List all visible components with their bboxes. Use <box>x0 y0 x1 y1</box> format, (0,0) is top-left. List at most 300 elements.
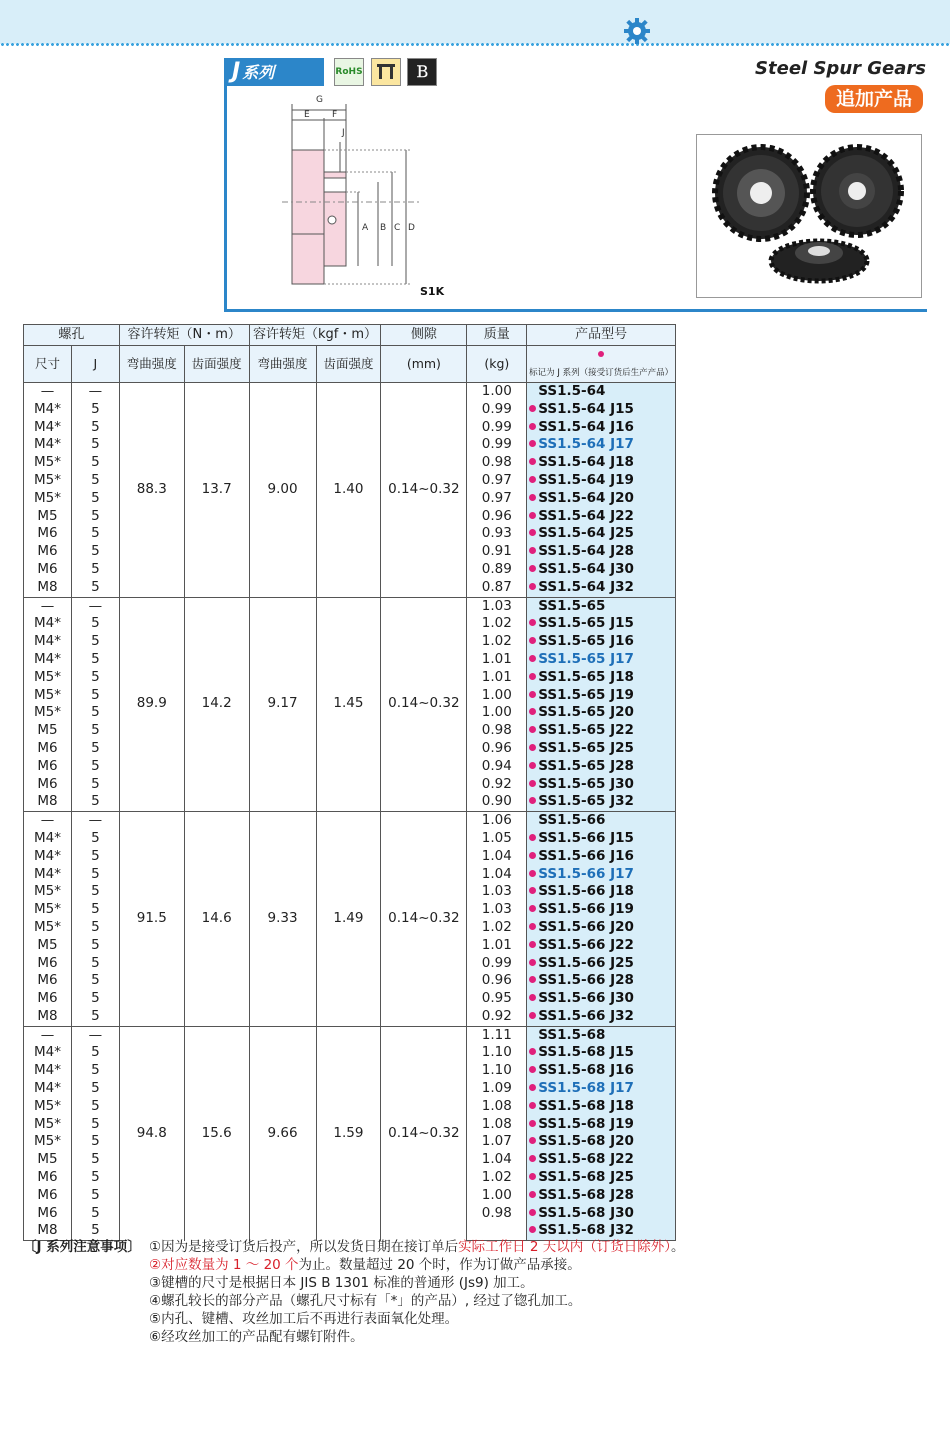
cell-bend-nm: 88.3 <box>119 383 184 598</box>
model-code: SS1.5-64 J25 <box>538 525 634 542</box>
cell-mass: 1.05 <box>467 830 527 848</box>
cell-mass: 1.09 <box>467 1080 527 1098</box>
cell-j: 5 <box>71 1044 119 1062</box>
pink-dot-icon <box>529 547 536 554</box>
cell-j: 5 <box>71 937 119 955</box>
model-code: SS1.5-65 J17 <box>538 650 634 667</box>
cell-size: M6 <box>24 776 72 794</box>
cell-model <box>527 972 676 990</box>
cell-mass: 1.04 <box>467 1151 527 1169</box>
cell-model <box>527 919 676 937</box>
cell-model <box>527 722 676 740</box>
model-code: SS1.5-66 J17 <box>538 865 634 882</box>
model-code: SS1.5-68 J20 <box>538 1133 634 1150</box>
model-code: SS1.5-66 J18 <box>538 883 634 900</box>
cell-size: — <box>24 812 72 830</box>
note-3: ③键槽的尺寸是根据日本 JIS B 1301 标准的普通形 (Js9) 加工。 <box>149 1275 534 1291</box>
model-code: SS1.5-66 J30 <box>538 990 634 1007</box>
note-5: ⑤内孔、键槽、攻丝加工后不再进行表面氧化处理。 <box>149 1311 459 1327</box>
model-code: SS1.5-64 J17 <box>538 436 634 453</box>
pink-dot-icon <box>529 655 536 662</box>
cell-backlash: 0.14~0.32 <box>381 812 467 1027</box>
cell-model <box>527 776 676 794</box>
pink-dot-icon <box>529 529 536 536</box>
cell-mass: 1.00 <box>467 383 527 401</box>
cell-j: 5 <box>71 472 119 490</box>
cell-j: 5 <box>71 401 119 419</box>
header-bend-kgf: 弯曲强度 <box>249 346 316 383</box>
cell-mass: 0.99 <box>467 955 527 973</box>
model-code: SS1.5-64 J28 <box>538 543 634 560</box>
cell-mass: 1.03 <box>467 597 527 615</box>
cell-j: 5 <box>71 793 119 811</box>
model-code: SS1.5-64 J22 <box>538 507 634 524</box>
model-code: SS1.5-68 <box>538 1026 606 1043</box>
pink-dot-icon <box>529 405 536 412</box>
note-6: ⑥经攻丝加工的产品配有螺钉附件。 <box>149 1329 364 1345</box>
pink-dot-icon <box>529 1120 536 1127</box>
cell-model <box>527 687 676 705</box>
model-code: SS1.5-64 J15 <box>538 400 634 417</box>
model-code: SS1.5-68 J18 <box>538 1097 634 1114</box>
spec-table <box>23 324 676 1241</box>
cell-mass: 1.02 <box>467 615 527 633</box>
cell-backlash: 0.14~0.32 <box>381 1026 467 1241</box>
pink-dot-icon <box>529 1209 536 1216</box>
notes-title: 〔J 系列注意事项〕 <box>23 1239 141 1255</box>
model-code: SS1.5-68 J25 <box>538 1169 634 1186</box>
model-code: SS1.5-68 J17 <box>538 1080 634 1097</box>
pink-dot-icon <box>529 797 536 804</box>
cell-size: M5* <box>24 1116 72 1134</box>
new-product-badge: 追加产品 <box>825 85 923 113</box>
cell-model <box>527 633 676 651</box>
cell-mass: 0.92 <box>467 776 527 794</box>
cell-model <box>527 436 676 454</box>
pink-dot-icon <box>529 1048 536 1055</box>
cell-j: 5 <box>71 1080 119 1098</box>
model-code: SS1.5-66 J28 <box>538 972 634 989</box>
model-code: SS1.5-65 J20 <box>538 704 634 721</box>
gear-logo-icon <box>624 18 650 44</box>
cell-model <box>527 901 676 919</box>
cell-model <box>527 1080 676 1098</box>
cell-j: — <box>71 383 119 401</box>
cell-j: 5 <box>71 919 119 937</box>
header-model: 产品型号 <box>527 325 676 346</box>
cell-face-nm: 13.7 <box>184 383 249 598</box>
cell-mass: 1.01 <box>467 651 527 669</box>
header-backlash-unit: (mm) <box>381 346 467 383</box>
cell-j: 5 <box>71 848 119 866</box>
pink-dot-icon <box>529 744 536 751</box>
cell-model <box>527 866 676 884</box>
pink-dot-icon <box>529 905 536 912</box>
header-backlash: 侧隙 <box>381 325 467 346</box>
cell-j: 5 <box>71 543 119 561</box>
model-code: SS1.5-68 J19 <box>538 1115 634 1132</box>
model-code: SS1.5-64 J20 <box>538 489 634 506</box>
header-torque-nm: 容许转矩（N・m） <box>119 325 249 346</box>
cell-size: M4* <box>24 651 72 669</box>
cell-j: 5 <box>71 955 119 973</box>
cell-bend-kgf: 9.33 <box>249 812 316 1027</box>
model-code: SS1.5-65 J25 <box>538 739 634 756</box>
cell-mass: 0.98 <box>467 454 527 472</box>
cell-size: M5 <box>24 508 72 526</box>
cell-model <box>527 561 676 579</box>
cell-mass: 1.07 <box>467 1133 527 1151</box>
pink-dot-icon <box>529 834 536 841</box>
cell-face-kgf: 1.40 <box>316 383 381 598</box>
cell-mass: 1.04 <box>467 848 527 866</box>
model-code: SS1.5-66 J16 <box>538 847 634 864</box>
cell-mass: 1.03 <box>467 901 527 919</box>
gear-drawing <box>282 90 462 300</box>
cell-bend-nm: 89.9 <box>119 597 184 812</box>
model-code: SS1.5-65 J15 <box>538 615 634 632</box>
cell-j: 5 <box>71 1116 119 1134</box>
cell-j: 5 <box>71 561 119 579</box>
pink-dot-icon <box>529 762 536 769</box>
pink-dot-icon <box>529 941 536 948</box>
rohs-icon: RoHS <box>334 58 364 86</box>
cell-mass: 1.00 <box>467 704 527 722</box>
cell-mass: 0.93 <box>467 525 527 543</box>
pink-dot-icon <box>529 1191 536 1198</box>
model-code: SS1.5-65 J16 <box>538 633 634 650</box>
cell-size: M5* <box>24 883 72 901</box>
pink-dot-icon <box>598 351 604 357</box>
cell-j: 5 <box>71 615 119 633</box>
cell-mass: 0.94 <box>467 758 527 776</box>
cell-mass: 1.01 <box>467 937 527 955</box>
cell-model <box>527 419 676 437</box>
top-band <box>0 0 950 44</box>
cell-j: 5 <box>71 1205 119 1223</box>
cell-j: 5 <box>71 669 119 687</box>
cell-mass: 1.00 <box>467 687 527 705</box>
model-code: SS1.5-66 J15 <box>538 829 634 846</box>
model-code: SS1.5-68 J30 <box>538 1204 634 1221</box>
cell-face-nm: 14.6 <box>184 812 249 1027</box>
gear-photo-left <box>715 147 807 239</box>
model-code: SS1.5-64 J18 <box>538 454 634 471</box>
cell-bend-kgf: 9.17 <box>249 597 316 812</box>
cell-model <box>527 1151 676 1169</box>
cell-size: M4* <box>24 848 72 866</box>
pink-dot-icon <box>529 1084 536 1091</box>
cell-mass: 0.99 <box>467 436 527 454</box>
cell-j: 5 <box>71 1169 119 1187</box>
cell-mass: 1.11 <box>467 1026 527 1044</box>
model-code: SS1.5-68 J28 <box>538 1186 634 1203</box>
cell-mass: 1.10 <box>467 1062 527 1080</box>
header-face-nm: 齿面强度 <box>184 346 249 383</box>
cell-j: 5 <box>71 633 119 651</box>
pink-dot-icon <box>529 1137 536 1144</box>
cell-model <box>527 1098 676 1116</box>
cell-model <box>527 848 676 866</box>
cell-size: M5* <box>24 1133 72 1151</box>
cell-j: 5 <box>71 740 119 758</box>
pink-dot-icon <box>529 440 536 447</box>
dim-label-g: G <box>316 95 323 105</box>
cell-size: M4* <box>24 401 72 419</box>
model-code: SS1.5-65 J19 <box>538 686 634 703</box>
cell-mass: 0.95 <box>467 990 527 1008</box>
pink-dot-icon <box>529 1102 536 1109</box>
cell-bend-kgf: 9.00 <box>249 383 316 598</box>
cell-j: 5 <box>71 883 119 901</box>
cell-j: 5 <box>71 419 119 437</box>
cell-j: 5 <box>71 1151 119 1169</box>
cell-model <box>527 508 676 526</box>
cell-model <box>527 579 676 597</box>
cell-mass: 1.06 <box>467 812 527 830</box>
cell-mass: 1.01 <box>467 669 527 687</box>
model-code-label: S1K <box>420 285 445 298</box>
cell-mass: 0.91 <box>467 543 527 561</box>
header-j: J <box>71 346 119 383</box>
cell-mass: 0.97 <box>467 472 527 490</box>
dim-label-c: C <box>394 223 401 233</box>
cell-face-kgf: 1.45 <box>316 597 381 812</box>
pink-dot-icon <box>529 423 536 430</box>
cell-size: M8 <box>24 1222 72 1240</box>
table-row <box>24 1026 676 1044</box>
model-code: SS1.5-64 J19 <box>538 471 634 488</box>
dim-label-j: J <box>342 128 345 138</box>
cell-model <box>527 1008 676 1026</box>
model-code: SS1.5-66 <box>538 812 606 829</box>
cell-backlash: 0.14~0.32 <box>381 383 467 598</box>
cell-j: 5 <box>71 1008 119 1026</box>
j-series-notes <box>23 1238 743 1346</box>
cell-mass: 0.89 <box>467 561 527 579</box>
header-mass-unit: (kg) <box>467 346 527 383</box>
cell-size: M4* <box>24 419 72 437</box>
pink-dot-icon <box>529 476 536 483</box>
model-code: SS1.5-64 <box>538 383 606 399</box>
note-4: ④螺孔较长的部分产品（螺孔尺寸标有「*」的产品）, 经过了锪孔加工。 <box>149 1293 582 1309</box>
header-model-note: 标记为 J 系列（接受订货后生产产品） <box>527 346 676 383</box>
model-code: SS1.5-66 J32 <box>538 1007 634 1024</box>
pink-dot-icon <box>529 512 536 519</box>
cell-mass: 1.02 <box>467 919 527 937</box>
cell-bend-kgf: 9.66 <box>249 1026 316 1241</box>
cell-j: 5 <box>71 687 119 705</box>
model-code: SS1.5-65 J18 <box>538 668 634 685</box>
cell-j: 5 <box>71 508 119 526</box>
cell-j: 5 <box>71 990 119 1008</box>
cell-j: — <box>71 597 119 615</box>
model-code: SS1.5-68 J22 <box>538 1151 634 1168</box>
pink-dot-icon <box>529 708 536 715</box>
cell-model <box>527 990 676 1008</box>
pink-dot-icon <box>529 1066 536 1073</box>
cell-face-kgf: 1.49 <box>316 812 381 1027</box>
cell-mass: 0.87 <box>467 579 527 597</box>
table-row <box>24 383 676 401</box>
model-code: SS1.5-68 J32 <box>538 1222 634 1239</box>
pink-dot-icon <box>529 619 536 626</box>
b-mark-icon: Ｂ <box>407 58 437 86</box>
cell-model <box>527 543 676 561</box>
cell-j: 5 <box>71 758 119 776</box>
cell-j: 5 <box>71 776 119 794</box>
cell-j: 5 <box>71 579 119 597</box>
cell-model <box>527 937 676 955</box>
cell-mass: 1.08 <box>467 1098 527 1116</box>
pink-dot-icon <box>529 583 536 590</box>
cell-model <box>527 883 676 901</box>
cell-size: M6 <box>24 1187 72 1205</box>
cell-size: M4* <box>24 830 72 848</box>
pink-dot-icon <box>529 726 536 733</box>
cell-size: M6 <box>24 990 72 1008</box>
cell-mass: 1.02 <box>467 633 527 651</box>
model-code: SS1.5-66 J19 <box>538 901 634 918</box>
cell-face-nm: 14.2 <box>184 597 249 812</box>
spec-table-body <box>24 383 676 1241</box>
model-code: SS1.5-68 J15 <box>538 1044 634 1061</box>
dim-label-a: A <box>362 223 369 233</box>
cell-size: M6 <box>24 758 72 776</box>
cell-size: M6 <box>24 740 72 758</box>
cell-model <box>527 454 676 472</box>
gear-photo-right <box>813 147 901 235</box>
cell-j: 5 <box>71 901 119 919</box>
cell-j: 5 <box>71 972 119 990</box>
cell-mass: 0.99 <box>467 401 527 419</box>
cell-model <box>527 830 676 848</box>
cell-size: — <box>24 383 72 401</box>
cell-size: M6 <box>24 1169 72 1187</box>
header-size: 尺寸 <box>24 346 72 383</box>
model-code: SS1.5-68 J16 <box>538 1062 634 1079</box>
pink-dot-icon <box>529 691 536 698</box>
cell-mass: 1.00 <box>467 1187 527 1205</box>
cell-model <box>527 401 676 419</box>
pink-dot-icon <box>529 1012 536 1019</box>
cell-mass: 0.92 <box>467 1008 527 1026</box>
pink-dot-icon <box>529 1155 536 1162</box>
pink-dot-icon <box>529 976 536 983</box>
cell-model <box>527 525 676 543</box>
cell-mass: 0.98 <box>467 1205 527 1223</box>
cell-size: M4* <box>24 633 72 651</box>
table-row <box>24 597 676 615</box>
cell-model <box>527 1205 676 1223</box>
cell-j: 5 <box>71 1133 119 1151</box>
cell-model <box>527 740 676 758</box>
cell-size: M6 <box>24 972 72 990</box>
cell-mass: 1.02 <box>467 1169 527 1187</box>
cell-j: 5 <box>71 722 119 740</box>
cell-mass: 1.04 <box>467 866 527 884</box>
cell-size: M5* <box>24 704 72 722</box>
dim-label-d: D <box>408 223 415 233</box>
cell-model <box>527 812 676 830</box>
pink-dot-icon <box>529 565 536 572</box>
pink-dot-icon <box>529 780 536 787</box>
cell-model <box>527 383 676 401</box>
dim-label-f: F <box>332 110 338 120</box>
cell-mass: 0.98 <box>467 722 527 740</box>
model-code: SS1.5-66 J22 <box>538 936 634 953</box>
cell-model <box>527 669 676 687</box>
header-screw-hole: 螺孔 <box>24 325 120 346</box>
cell-size: M4* <box>24 1080 72 1098</box>
cell-model <box>527 1133 676 1151</box>
cell-j: 5 <box>71 1187 119 1205</box>
pink-dot-icon <box>529 852 536 859</box>
cell-model <box>527 490 676 508</box>
cell-model <box>527 597 676 615</box>
cell-mass: 0.96 <box>467 972 527 990</box>
pink-dot-icon <box>529 458 536 465</box>
cell-size: M6 <box>24 543 72 561</box>
cell-size: M4* <box>24 615 72 633</box>
cell-j: 5 <box>71 525 119 543</box>
header-face-kgf: 齿面强度 <box>316 346 381 383</box>
cell-mass: 1.03 <box>467 883 527 901</box>
cell-model <box>527 1116 676 1134</box>
cell-mass: 0.90 <box>467 793 527 811</box>
cell-size: M6 <box>24 525 72 543</box>
pink-dot-icon <box>529 1173 536 1180</box>
cell-model <box>527 472 676 490</box>
pink-dot-icon <box>529 994 536 1001</box>
cell-face-kgf: 1.59 <box>316 1026 381 1241</box>
model-code: SS1.5-64 J30 <box>538 560 634 577</box>
cell-model <box>527 758 676 776</box>
cell-size: — <box>24 597 72 615</box>
cell-model <box>527 1187 676 1205</box>
gear-photo-bottom <box>771 241 867 281</box>
cell-model <box>527 955 676 973</box>
cell-size: — <box>24 1026 72 1044</box>
cell-j: 5 <box>71 866 119 884</box>
model-code: SS1.5-65 <box>538 597 606 614</box>
cell-j: 5 <box>71 704 119 722</box>
stock-icon <box>371 58 401 86</box>
cell-size: M5* <box>24 490 72 508</box>
cell-size: M5* <box>24 454 72 472</box>
cell-mass: 1.10 <box>467 1044 527 1062</box>
cell-size: M5* <box>24 669 72 687</box>
cell-size: M8 <box>24 1008 72 1026</box>
cell-j: 5 <box>71 1098 119 1116</box>
cell-size: M8 <box>24 793 72 811</box>
cell-size: M6 <box>24 561 72 579</box>
cell-model <box>527 1062 676 1080</box>
cell-size: M6 <box>24 1205 72 1223</box>
model-code: SS1.5-66 J20 <box>538 918 634 935</box>
header-torque-kgf: 容许转矩（kgf・m） <box>249 325 381 346</box>
cell-model <box>527 1026 676 1044</box>
header-bend-nm: 弯曲强度 <box>119 346 184 383</box>
model-code: SS1.5-65 J28 <box>538 757 634 774</box>
cell-model <box>527 1169 676 1187</box>
cell-j: 5 <box>71 651 119 669</box>
cell-size: M5 <box>24 937 72 955</box>
top-band-dots <box>0 42 950 47</box>
model-code: SS1.5-65 J22 <box>538 722 634 739</box>
cell-model <box>527 793 676 811</box>
cell-size: M8 <box>24 579 72 597</box>
